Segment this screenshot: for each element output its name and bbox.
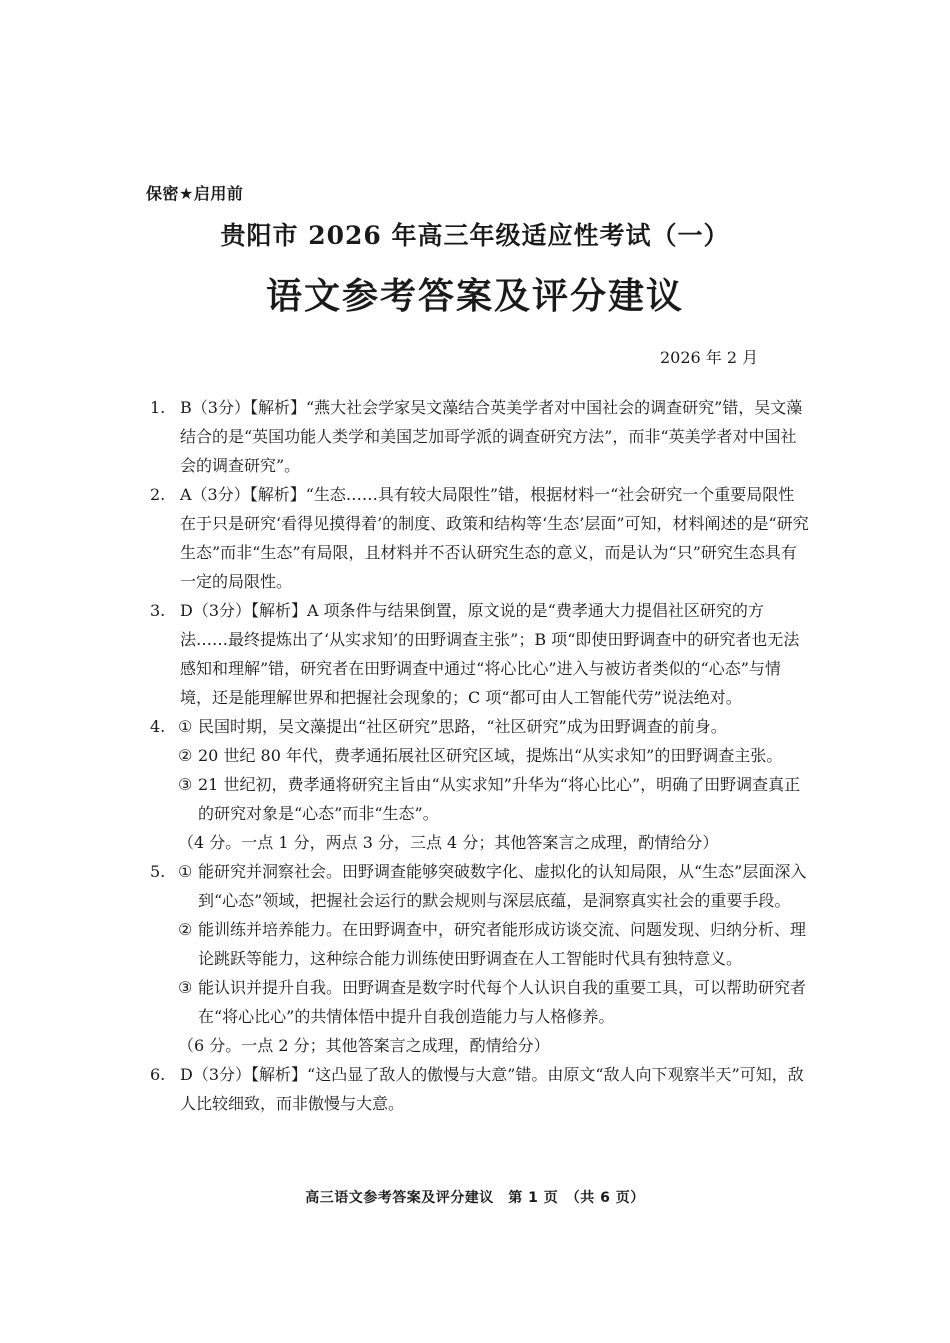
answer-item-3 xyxy=(150,596,810,712)
point-text: 21 世纪初，费孝通将研究主旨由“从实求知”升华为“将心比心”，明确了田野调查真正的研究对象是“心态”而非“生态”。 xyxy=(198,775,801,823)
answer-point xyxy=(150,770,810,828)
answer-point xyxy=(150,973,810,1031)
answer-item-6 xyxy=(150,1060,810,1118)
answer-list xyxy=(150,393,810,1118)
scoring-note: （6 分。一点 2 分；其他答案言之成理，酌情给分） xyxy=(178,1036,550,1055)
question-number: 1. xyxy=(150,398,166,417)
answer-point xyxy=(150,857,810,915)
point-text: 能训练并培养能力。在田野调查中，研究者能形成访谈交流、问题发现、归纳分析、理论跳跃等能力，这种综合能力训练使田野调查在人工智能时代具有独特意义。 xyxy=(198,920,807,968)
answer-item-5 xyxy=(150,857,810,1060)
issue-date: 2026 年 2 月 xyxy=(660,348,759,367)
answer-item-2 xyxy=(150,480,810,596)
answer-item-1 xyxy=(150,393,810,480)
point-text: 能研究并洞察社会。田野调查能够突破数字化、虚拟化的认知局限，从“生态”层面深入到“心态”领域，把握社会运行的默会规则与深层底蕴，是洞察真实社会的重要手段。 xyxy=(198,862,807,910)
question-number: 4. xyxy=(150,717,166,736)
point-marker: ② xyxy=(178,746,193,765)
exam-title: 贵阳市 2026 年高三年级适应性考试（一） xyxy=(220,221,730,250)
answer-text: B（3分）【解析】“燕大社会学家吴文藻结合英美学者对中国社会的调查研究”错，吴文藻结合的是“英国功能人类学和美国芝加哥学派的调查研究方法”，而非“英美学者对中国社会的调查研究”。 xyxy=(180,398,803,475)
point-marker: ③ xyxy=(178,775,193,794)
point-marker: ③ xyxy=(178,978,193,997)
point-marker: ① xyxy=(178,717,193,736)
answer-text: D（3分）【解析】“这凸显了敌人的傲慢与大意”错。由原文“敌人向下观察半天”可知，敌人比较细致，而非傲慢与大意。 xyxy=(180,1065,804,1113)
scoring-note: （4 分。一点 1 分，两点 3 分，三点 4 分；其他答案言之成理，酌情给分） xyxy=(178,833,719,852)
question-number: 5. xyxy=(150,862,166,881)
answer-text: D（3分）【解析】A 项条件与结果倒置，原文说的是“费孝通大力提倡社区研究的方法……最终提炼出了‘从实求知’的田野调查主张”；B 项“即使田野调查中的研究者也无法感知和理解”错，研究者在田野调查中通过“将心比心”进入与被访者类似的“心态”与情境，还是能理解世界和把握社会现象的；C 项“都可由人工智能代劳”说法绝对。 xyxy=(180,601,800,707)
answer-point xyxy=(150,712,810,741)
point-marker: ① xyxy=(178,862,193,881)
page-footer: 高三语文参考答案及评分建议 第 1 页 （共 6 页） xyxy=(305,1190,645,1206)
document-subtitle: 语文参考答案及评分建议 xyxy=(265,275,684,317)
question-number: 6. xyxy=(150,1065,166,1084)
answer-point xyxy=(150,741,810,770)
point-text: 20 世纪 80 年代，费孝通拓展社区研究区域，提炼出“从实求知”的田野调查主张。 xyxy=(198,746,783,765)
answer-point xyxy=(150,915,810,973)
confidential-label: 保密★启用前 xyxy=(146,184,244,203)
answer-text: A（3分）【解析】“生态……具有较大局限性”错，根据材料一“社会研究一个重要局限性在于只是研究‘看得见摸得着’的制度、政策和结构等‘生态’层面”可知，材料阐述的是“研究生态”而非“生态”有局限，且材料并不否认研究生态的意义，而是认为“只”研究生态具有一定的局限性。 xyxy=(180,485,809,591)
point-marker: ② xyxy=(178,920,193,939)
point-text: 能认识并提升自我。田野调查是数字时代每个人认识自我的重要工具，可以帮助研究者在“将心比心”的共情体悟中提升自我创造能力与人格修养。 xyxy=(198,978,807,1026)
answer-item-4 xyxy=(150,712,810,857)
question-number: 2. xyxy=(150,485,166,504)
question-number: 3. xyxy=(150,601,166,620)
point-text: 民国时期，吴文藻提出“社区研究”思路，“社区研究”成为田野调查的前身。 xyxy=(198,717,727,736)
